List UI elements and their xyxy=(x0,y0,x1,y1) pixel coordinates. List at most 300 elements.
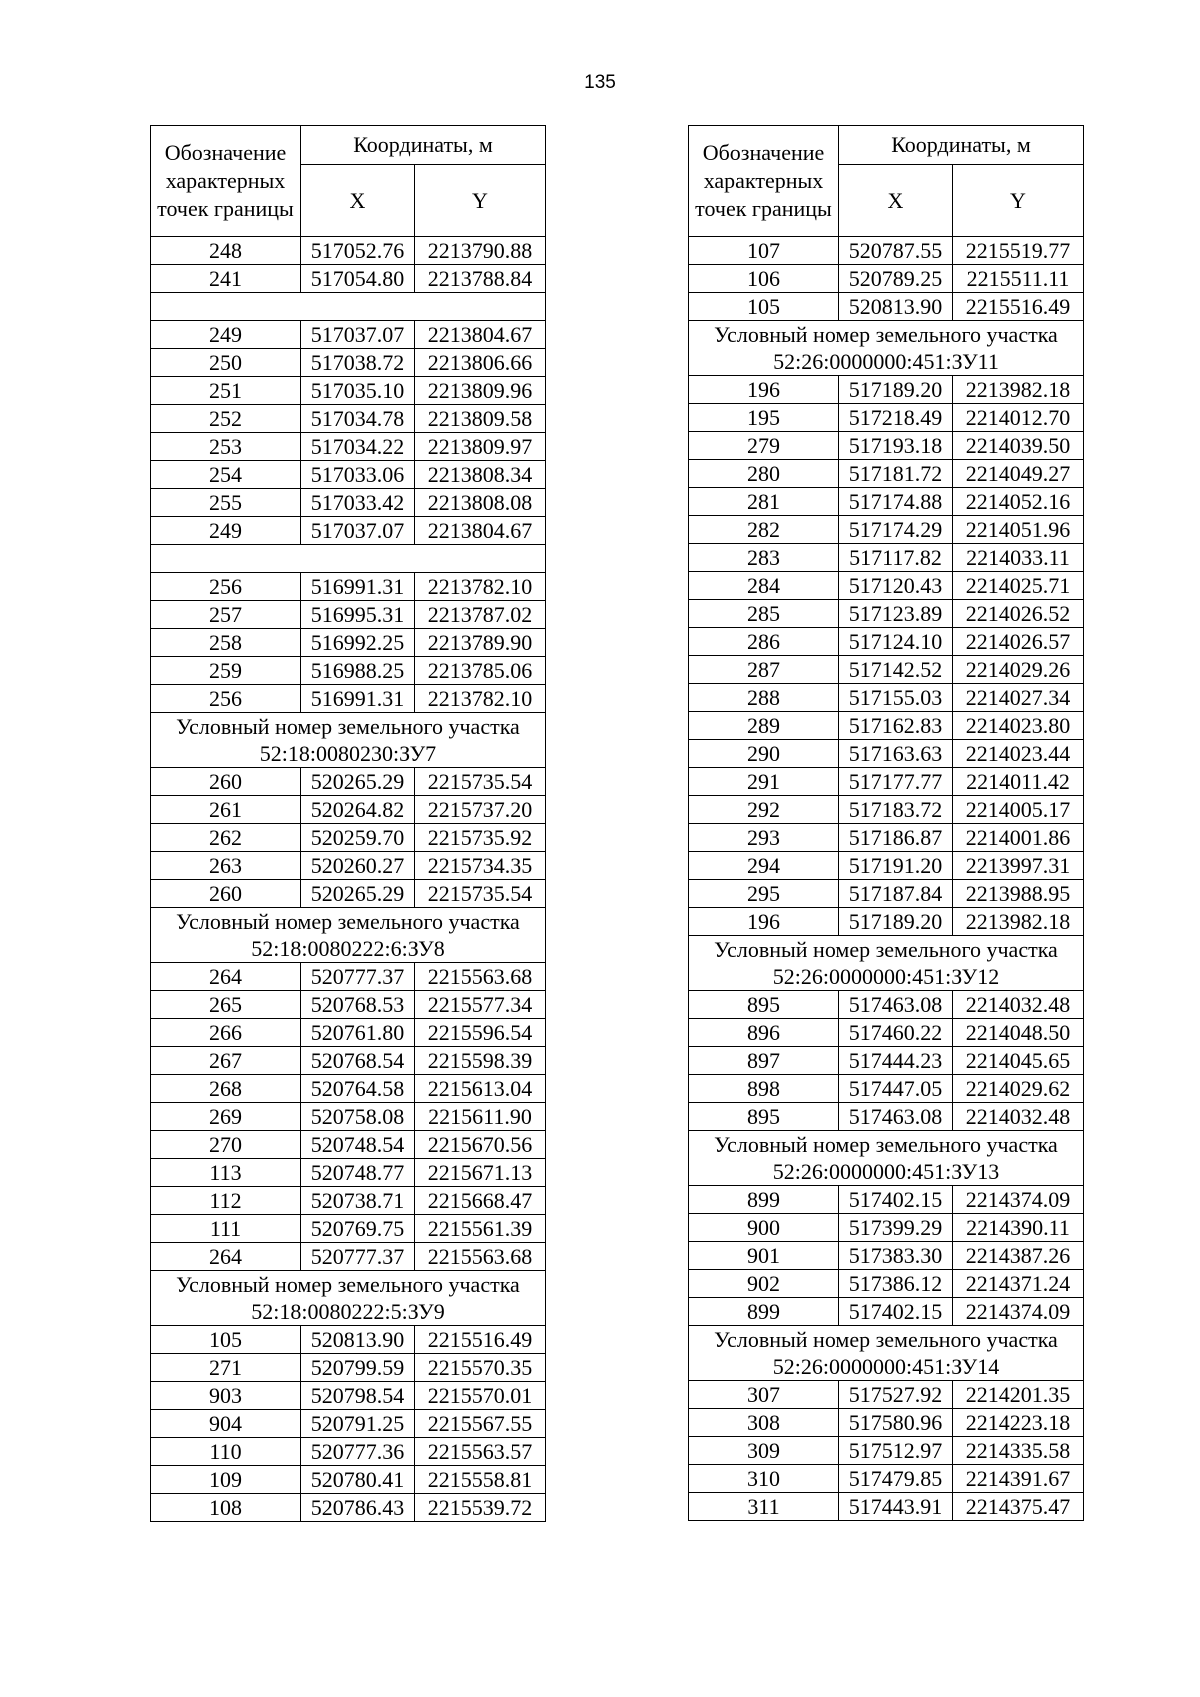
x-coordinate-cell: 520264.82 xyxy=(301,796,415,824)
table-row xyxy=(151,433,546,461)
table-row xyxy=(689,824,1084,852)
table-row xyxy=(151,1382,546,1410)
point-number-cell: 290 xyxy=(689,740,839,768)
y-coordinate-cell: 2214001.86 xyxy=(953,824,1084,852)
table-body-left xyxy=(151,237,546,1522)
table-body-right xyxy=(689,237,1084,1521)
point-number-cell: 896 xyxy=(689,1019,839,1047)
x-coordinate-cell: 517479.85 xyxy=(839,1465,953,1493)
y-coordinate-cell: 2214023.44 xyxy=(953,740,1084,768)
designation-header: Обозначение характерных точек границы xyxy=(151,126,301,237)
point-number-cell: 270 xyxy=(151,1131,301,1159)
table-row xyxy=(151,1410,546,1438)
table-row xyxy=(151,1131,546,1159)
x-coordinate-cell: 517444.23 xyxy=(839,1047,953,1075)
point-number-cell: 311 xyxy=(689,1493,839,1521)
y-coordinate-cell: 2213809.58 xyxy=(415,405,546,433)
y-coordinate-cell: 2214039.50 xyxy=(953,432,1084,460)
point-number-cell: 899 xyxy=(689,1298,839,1326)
point-number-cell: 257 xyxy=(151,601,301,629)
table-row xyxy=(689,1214,1084,1242)
blank-cell xyxy=(151,545,546,573)
table-row xyxy=(151,1438,546,1466)
y-coordinate-cell: 2213804.67 xyxy=(415,321,546,349)
x-coordinate-cell: 520748.77 xyxy=(301,1159,415,1187)
x-coordinate-cell: 517124.10 xyxy=(839,628,953,656)
y-coordinate-cell: 2213788.84 xyxy=(415,265,546,293)
x-coordinate-cell: 517447.05 xyxy=(839,1075,953,1103)
point-number-cell: 262 xyxy=(151,824,301,852)
y-coordinate-cell: 2214026.57 xyxy=(953,628,1084,656)
y-coordinate-cell: 2214374.09 xyxy=(953,1186,1084,1214)
table-row xyxy=(689,991,1084,1019)
y-coordinate-cell: 2215558.81 xyxy=(415,1466,546,1494)
x-coordinate-cell: 520265.29 xyxy=(301,768,415,796)
table-row xyxy=(151,685,546,713)
point-number-cell: 309 xyxy=(689,1437,839,1465)
x-coordinate-cell: 517177.77 xyxy=(839,768,953,796)
y-coordinate-cell: 2214045.65 xyxy=(953,1047,1084,1075)
point-number-cell: 249 xyxy=(151,517,301,545)
table-row xyxy=(151,573,546,601)
point-number-cell: 263 xyxy=(151,852,301,880)
parcel-label: Условный номер земельного участка xyxy=(714,1132,1058,1157)
x-coordinate-cell: 517034.22 xyxy=(301,433,415,461)
parcel-number: 52:26:0000000:451:ЗУ14 xyxy=(772,1354,1000,1379)
table-row xyxy=(689,1075,1084,1103)
point-number-cell: 268 xyxy=(151,1075,301,1103)
parcel-label: Условный номер земельного участка xyxy=(176,1272,520,1297)
point-number-cell: 264 xyxy=(151,1243,301,1271)
point-number-cell: 283 xyxy=(689,544,839,572)
point-number-cell: 196 xyxy=(689,908,839,936)
y-coordinate-cell: 2213808.34 xyxy=(415,461,546,489)
y-coordinate-cell: 2215570.35 xyxy=(415,1354,546,1382)
table-row xyxy=(689,880,1084,908)
coords-header: Координаты, м xyxy=(301,126,546,165)
parcel-section-cell xyxy=(689,321,1084,376)
table-row xyxy=(689,404,1084,432)
x-coordinate-cell: 520777.36 xyxy=(301,1438,415,1466)
table-row xyxy=(151,237,546,265)
y-coordinate-cell: 2215563.57 xyxy=(415,1438,546,1466)
x-coordinate-cell: 517463.08 xyxy=(839,1103,953,1131)
point-number-cell: 109 xyxy=(151,1466,301,1494)
point-number-cell: 248 xyxy=(151,237,301,265)
x-coordinate-cell: 520799.59 xyxy=(301,1354,415,1382)
x-coordinate-cell: 520798.54 xyxy=(301,1382,415,1410)
x-coordinate-cell: 520813.90 xyxy=(839,293,953,321)
x-coordinate-cell: 520761.80 xyxy=(301,1019,415,1047)
y-coordinate-cell: 2215563.68 xyxy=(415,963,546,991)
y-coordinate-cell: 2214223.18 xyxy=(953,1409,1084,1437)
y-coordinate-cell: 2214025.71 xyxy=(953,572,1084,600)
table-row xyxy=(689,376,1084,404)
x-coordinate-cell: 516992.25 xyxy=(301,629,415,657)
x-coordinate-cell: 517117.82 xyxy=(839,544,953,572)
x-coordinate-cell: 517054.80 xyxy=(301,265,415,293)
y-coordinate-cell: 2215516.49 xyxy=(953,293,1084,321)
x-coordinate-cell: 517038.72 xyxy=(301,349,415,377)
table-row xyxy=(689,1186,1084,1214)
point-number-cell: 258 xyxy=(151,629,301,657)
designation-header: Обозначение характерных точек границы xyxy=(689,126,839,237)
x-coordinate-cell: 517460.22 xyxy=(839,1019,953,1047)
parcel-section-row xyxy=(689,1326,1084,1381)
x-coordinate-cell: 517181.72 xyxy=(839,460,953,488)
x-coordinate-cell: 517120.43 xyxy=(839,572,953,600)
parcel-section-cell xyxy=(151,713,546,768)
y-coordinate-cell: 2213997.31 xyxy=(953,852,1084,880)
table-row xyxy=(151,601,546,629)
table-row xyxy=(151,517,546,545)
x-coordinate-cell: 516995.31 xyxy=(301,601,415,629)
table-row xyxy=(689,293,1084,321)
point-number-cell: 196 xyxy=(689,376,839,404)
point-number-cell: 260 xyxy=(151,768,301,796)
y-coordinate-cell: 2214391.67 xyxy=(953,1465,1084,1493)
table-row xyxy=(689,1242,1084,1270)
y-coordinate-cell: 2215539.72 xyxy=(415,1494,546,1522)
table-row xyxy=(151,629,546,657)
x-coordinate-cell: 517163.63 xyxy=(839,740,953,768)
parcel-section-row xyxy=(689,936,1084,991)
table-row xyxy=(689,796,1084,824)
x-coordinate-cell: 517463.08 xyxy=(839,991,953,1019)
y-coordinate-cell: 2215668.47 xyxy=(415,1187,546,1215)
point-number-cell: 294 xyxy=(689,852,839,880)
x-coordinate-cell: 517218.49 xyxy=(839,404,953,432)
x-coordinate-cell: 517142.52 xyxy=(839,656,953,684)
point-number-cell: 253 xyxy=(151,433,301,461)
point-number-cell: 112 xyxy=(151,1187,301,1215)
y-coordinate-cell: 2213982.18 xyxy=(953,908,1084,936)
x-coordinate-cell: 520777.37 xyxy=(301,963,415,991)
x-coordinate-cell: 516991.31 xyxy=(301,685,415,713)
x-coordinate-cell: 517189.20 xyxy=(839,908,953,936)
point-number-cell: 252 xyxy=(151,405,301,433)
x-coordinate-cell: 516991.31 xyxy=(301,573,415,601)
parcel-label: Условный номер земельного участка xyxy=(714,937,1058,962)
table-row xyxy=(689,1493,1084,1521)
parcel-section-row xyxy=(151,713,546,768)
table-row xyxy=(689,908,1084,936)
table-row xyxy=(689,1437,1084,1465)
x-coordinate-cell: 520738.71 xyxy=(301,1187,415,1215)
x-coordinate-cell: 520813.90 xyxy=(301,1326,415,1354)
table-row xyxy=(689,1103,1084,1131)
x-coordinate-cell: 520787.55 xyxy=(839,237,953,265)
point-number-cell: 899 xyxy=(689,1186,839,1214)
table-row xyxy=(689,628,1084,656)
table-row xyxy=(151,1215,546,1243)
y-coordinate-cell: 2214052.16 xyxy=(953,488,1084,516)
y-header: Y xyxy=(953,165,1084,237)
table-row xyxy=(689,1019,1084,1047)
blank-cell xyxy=(151,293,546,321)
point-number-cell: 282 xyxy=(689,516,839,544)
x-coordinate-cell: 517399.29 xyxy=(839,1214,953,1242)
table-row xyxy=(151,796,546,824)
parcel-number: 52:18:0080230:ЗУ7 xyxy=(259,741,437,766)
y-coordinate-cell: 2213787.02 xyxy=(415,601,546,629)
x-coordinate-cell: 520768.53 xyxy=(301,991,415,1019)
y-coordinate-cell: 2214032.48 xyxy=(953,1103,1084,1131)
point-number-cell: 255 xyxy=(151,489,301,517)
table-row xyxy=(151,1326,546,1354)
parcel-number: 52:18:0080222:5:ЗУ9 xyxy=(251,1299,445,1324)
table-row xyxy=(689,488,1084,516)
y-coordinate-cell: 2214012.70 xyxy=(953,404,1084,432)
point-number-cell: 288 xyxy=(689,684,839,712)
table-row xyxy=(689,684,1084,712)
point-number-cell: 266 xyxy=(151,1019,301,1047)
x-coordinate-cell: 517123.89 xyxy=(839,600,953,628)
point-number-cell: 293 xyxy=(689,824,839,852)
x-coordinate-cell: 520259.70 xyxy=(301,824,415,852)
table-row xyxy=(689,544,1084,572)
point-number-cell: 249 xyxy=(151,321,301,349)
point-number-cell: 291 xyxy=(689,768,839,796)
parcel-label: Условный номер земельного участка xyxy=(714,322,1058,347)
table-row xyxy=(689,1381,1084,1409)
table-row xyxy=(689,1465,1084,1493)
x-coordinate-cell: 520764.58 xyxy=(301,1075,415,1103)
y-coordinate-cell: 2214027.34 xyxy=(953,684,1084,712)
x-coordinate-cell: 517174.29 xyxy=(839,516,953,544)
x-coordinate-cell: 517174.88 xyxy=(839,488,953,516)
x-coordinate-cell: 517386.12 xyxy=(839,1270,953,1298)
x-coordinate-cell: 517155.03 xyxy=(839,684,953,712)
y-coordinate-cell: 2214032.48 xyxy=(953,991,1084,1019)
y-coordinate-cell: 2213804.67 xyxy=(415,517,546,545)
point-number-cell: 903 xyxy=(151,1382,301,1410)
table-row xyxy=(689,740,1084,768)
y-coordinate-cell: 2215511.11 xyxy=(953,265,1084,293)
table-row xyxy=(151,1243,546,1271)
table-row xyxy=(689,460,1084,488)
point-number-cell: 285 xyxy=(689,600,839,628)
point-number-cell: 195 xyxy=(689,404,839,432)
table-row xyxy=(151,1019,546,1047)
table-row xyxy=(689,712,1084,740)
point-number-cell: 260 xyxy=(151,880,301,908)
x-coordinate-cell: 517191.20 xyxy=(839,852,953,880)
point-number-cell: 284 xyxy=(689,572,839,600)
table-row xyxy=(689,1409,1084,1437)
table-row xyxy=(151,657,546,685)
coords-header: Координаты, м xyxy=(839,126,1084,165)
point-number-cell: 105 xyxy=(689,293,839,321)
point-number-cell: 251 xyxy=(151,377,301,405)
table-row xyxy=(151,489,546,517)
x-coordinate-cell: 517033.42 xyxy=(301,489,415,517)
y-coordinate-cell: 2214005.17 xyxy=(953,796,1084,824)
parcel-label: Условный номер земельного участка xyxy=(176,714,520,739)
y-coordinate-cell: 2214026.52 xyxy=(953,600,1084,628)
table-row xyxy=(151,824,546,852)
table-row xyxy=(689,237,1084,265)
point-number-cell: 287 xyxy=(689,656,839,684)
point-number-cell: 108 xyxy=(151,1494,301,1522)
point-number-cell: 267 xyxy=(151,1047,301,1075)
y-coordinate-cell: 2214011.42 xyxy=(953,768,1084,796)
y-coordinate-cell: 2213806.66 xyxy=(415,349,546,377)
y-coordinate-cell: 2215561.39 xyxy=(415,1215,546,1243)
x-coordinate-cell: 517034.78 xyxy=(301,405,415,433)
y-coordinate-cell: 2213789.90 xyxy=(415,629,546,657)
table-row xyxy=(689,600,1084,628)
point-number-cell: 265 xyxy=(151,991,301,1019)
y-coordinate-cell: 2215735.54 xyxy=(415,880,546,908)
y-coordinate-cell: 2215596.54 xyxy=(415,1019,546,1047)
point-number-cell: 286 xyxy=(689,628,839,656)
y-coordinate-cell: 2214387.26 xyxy=(953,1242,1084,1270)
table-row xyxy=(151,880,546,908)
table-row xyxy=(689,572,1084,600)
x-coordinate-cell: 520791.25 xyxy=(301,1410,415,1438)
point-number-cell: 295 xyxy=(689,880,839,908)
table-row xyxy=(689,768,1084,796)
table-row xyxy=(151,321,546,349)
y-coordinate-cell: 2215598.39 xyxy=(415,1047,546,1075)
x-coordinate-cell: 516988.25 xyxy=(301,657,415,685)
y-coordinate-cell: 2214390.11 xyxy=(953,1214,1084,1242)
y-coordinate-cell: 2215570.01 xyxy=(415,1382,546,1410)
y-coordinate-cell: 2213782.10 xyxy=(415,573,546,601)
point-number-cell: 897 xyxy=(689,1047,839,1075)
y-coordinate-cell: 2215613.04 xyxy=(415,1075,546,1103)
x-coordinate-cell: 517033.06 xyxy=(301,461,415,489)
coordinates-table-right xyxy=(688,125,1084,1521)
x-coordinate-cell: 517187.84 xyxy=(839,880,953,908)
table-row xyxy=(151,991,546,1019)
table-row xyxy=(151,405,546,433)
x-coordinate-cell: 517527.92 xyxy=(839,1381,953,1409)
table-row xyxy=(689,516,1084,544)
y-coordinate-cell: 2215671.13 xyxy=(415,1159,546,1187)
table-row xyxy=(689,1047,1084,1075)
parcel-label: Условный номер земельного участка xyxy=(714,1327,1058,1352)
x-coordinate-cell: 517035.10 xyxy=(301,377,415,405)
table-row xyxy=(151,1159,546,1187)
y-coordinate-cell: 2214029.62 xyxy=(953,1075,1084,1103)
x-coordinate-cell: 520780.41 xyxy=(301,1466,415,1494)
y-coordinate-cell: 2213782.10 xyxy=(415,685,546,713)
table-row xyxy=(151,349,546,377)
blank-separator-row xyxy=(151,293,546,321)
parcel-number: 52:26:0000000:451:ЗУ12 xyxy=(772,964,1000,989)
x-coordinate-cell: 517402.15 xyxy=(839,1298,953,1326)
point-number-cell: 895 xyxy=(689,1103,839,1131)
parcel-section-cell xyxy=(689,936,1084,991)
point-number-cell: 261 xyxy=(151,796,301,824)
y-coordinate-cell: 2213988.95 xyxy=(953,880,1084,908)
point-number-cell: 250 xyxy=(151,349,301,377)
x-coordinate-cell: 517383.30 xyxy=(839,1242,953,1270)
table-row xyxy=(151,265,546,293)
point-number-cell: 259 xyxy=(151,657,301,685)
y-coordinate-cell: 2214051.96 xyxy=(953,516,1084,544)
table-row xyxy=(151,1494,546,1522)
point-number-cell: 279 xyxy=(689,432,839,460)
parcel-number: 52:18:0080222:6:ЗУ8 xyxy=(251,936,445,961)
x-coordinate-cell: 520265.29 xyxy=(301,880,415,908)
x-coordinate-cell: 517052.76 xyxy=(301,237,415,265)
point-number-cell: 902 xyxy=(689,1270,839,1298)
x-coordinate-cell: 520758.08 xyxy=(301,1103,415,1131)
parcel-section-cell xyxy=(689,1326,1084,1381)
y-coordinate-cell: 2213809.97 xyxy=(415,433,546,461)
table-row xyxy=(151,852,546,880)
point-number-cell: 900 xyxy=(689,1214,839,1242)
y-coordinate-cell: 2215577.34 xyxy=(415,991,546,1019)
point-number-cell: 281 xyxy=(689,488,839,516)
y-coordinate-cell: 2214023.80 xyxy=(953,712,1084,740)
point-number-cell: 280 xyxy=(689,460,839,488)
table-row xyxy=(151,377,546,405)
point-number-cell: 113 xyxy=(151,1159,301,1187)
x-coordinate-cell: 517183.72 xyxy=(839,796,953,824)
y-coordinate-cell: 2214201.35 xyxy=(953,1381,1084,1409)
y-coordinate-cell: 2214371.24 xyxy=(953,1270,1084,1298)
x-coordinate-cell: 517580.96 xyxy=(839,1409,953,1437)
y-coordinate-cell: 2215735.92 xyxy=(415,824,546,852)
y-coordinate-cell: 2215516.49 xyxy=(415,1326,546,1354)
table-row xyxy=(689,1270,1084,1298)
point-number-cell: 269 xyxy=(151,1103,301,1131)
y-coordinate-cell: 2215670.56 xyxy=(415,1131,546,1159)
x-coordinate-cell: 517512.97 xyxy=(839,1437,953,1465)
point-number-cell: 901 xyxy=(689,1242,839,1270)
x-header: X xyxy=(301,165,415,237)
x-coordinate-cell: 517402.15 xyxy=(839,1186,953,1214)
point-number-cell: 254 xyxy=(151,461,301,489)
point-number-cell: 310 xyxy=(689,1465,839,1493)
x-coordinate-cell: 517037.07 xyxy=(301,321,415,349)
parcel-number: 52:26:0000000:451:ЗУ11 xyxy=(773,349,999,374)
y-coordinate-cell: 2215734.35 xyxy=(415,852,546,880)
x-coordinate-cell: 520777.37 xyxy=(301,1243,415,1271)
y-coordinate-cell: 2214375.47 xyxy=(953,1493,1084,1521)
page-number: 135 xyxy=(584,72,616,93)
y-coordinate-cell: 2214048.50 xyxy=(953,1019,1084,1047)
parcel-section-cell xyxy=(689,1131,1084,1186)
parcel-section-cell xyxy=(151,1271,546,1326)
point-number-cell: 105 xyxy=(151,1326,301,1354)
x-coordinate-cell: 520768.54 xyxy=(301,1047,415,1075)
blank-separator-row xyxy=(151,545,546,573)
table-row xyxy=(689,265,1084,293)
table-row xyxy=(151,1354,546,1382)
table-row xyxy=(689,1298,1084,1326)
x-coordinate-cell: 520786.43 xyxy=(301,1494,415,1522)
parcel-section-row xyxy=(689,1131,1084,1186)
point-number-cell: 308 xyxy=(689,1409,839,1437)
y-coordinate-cell: 2215519.77 xyxy=(953,237,1084,265)
point-number-cell: 256 xyxy=(151,685,301,713)
y-coordinate-cell: 2215611.90 xyxy=(415,1103,546,1131)
point-number-cell: 904 xyxy=(151,1410,301,1438)
coordinates-table-left xyxy=(150,125,546,1522)
parcel-section-cell xyxy=(151,908,546,963)
table-row xyxy=(151,963,546,991)
x-coordinate-cell: 520789.25 xyxy=(839,265,953,293)
y-coordinate-cell: 2213982.18 xyxy=(953,376,1084,404)
x-coordinate-cell: 517186.87 xyxy=(839,824,953,852)
x-coordinate-cell: 517189.20 xyxy=(839,376,953,404)
y-coordinate-cell: 2214029.26 xyxy=(953,656,1084,684)
